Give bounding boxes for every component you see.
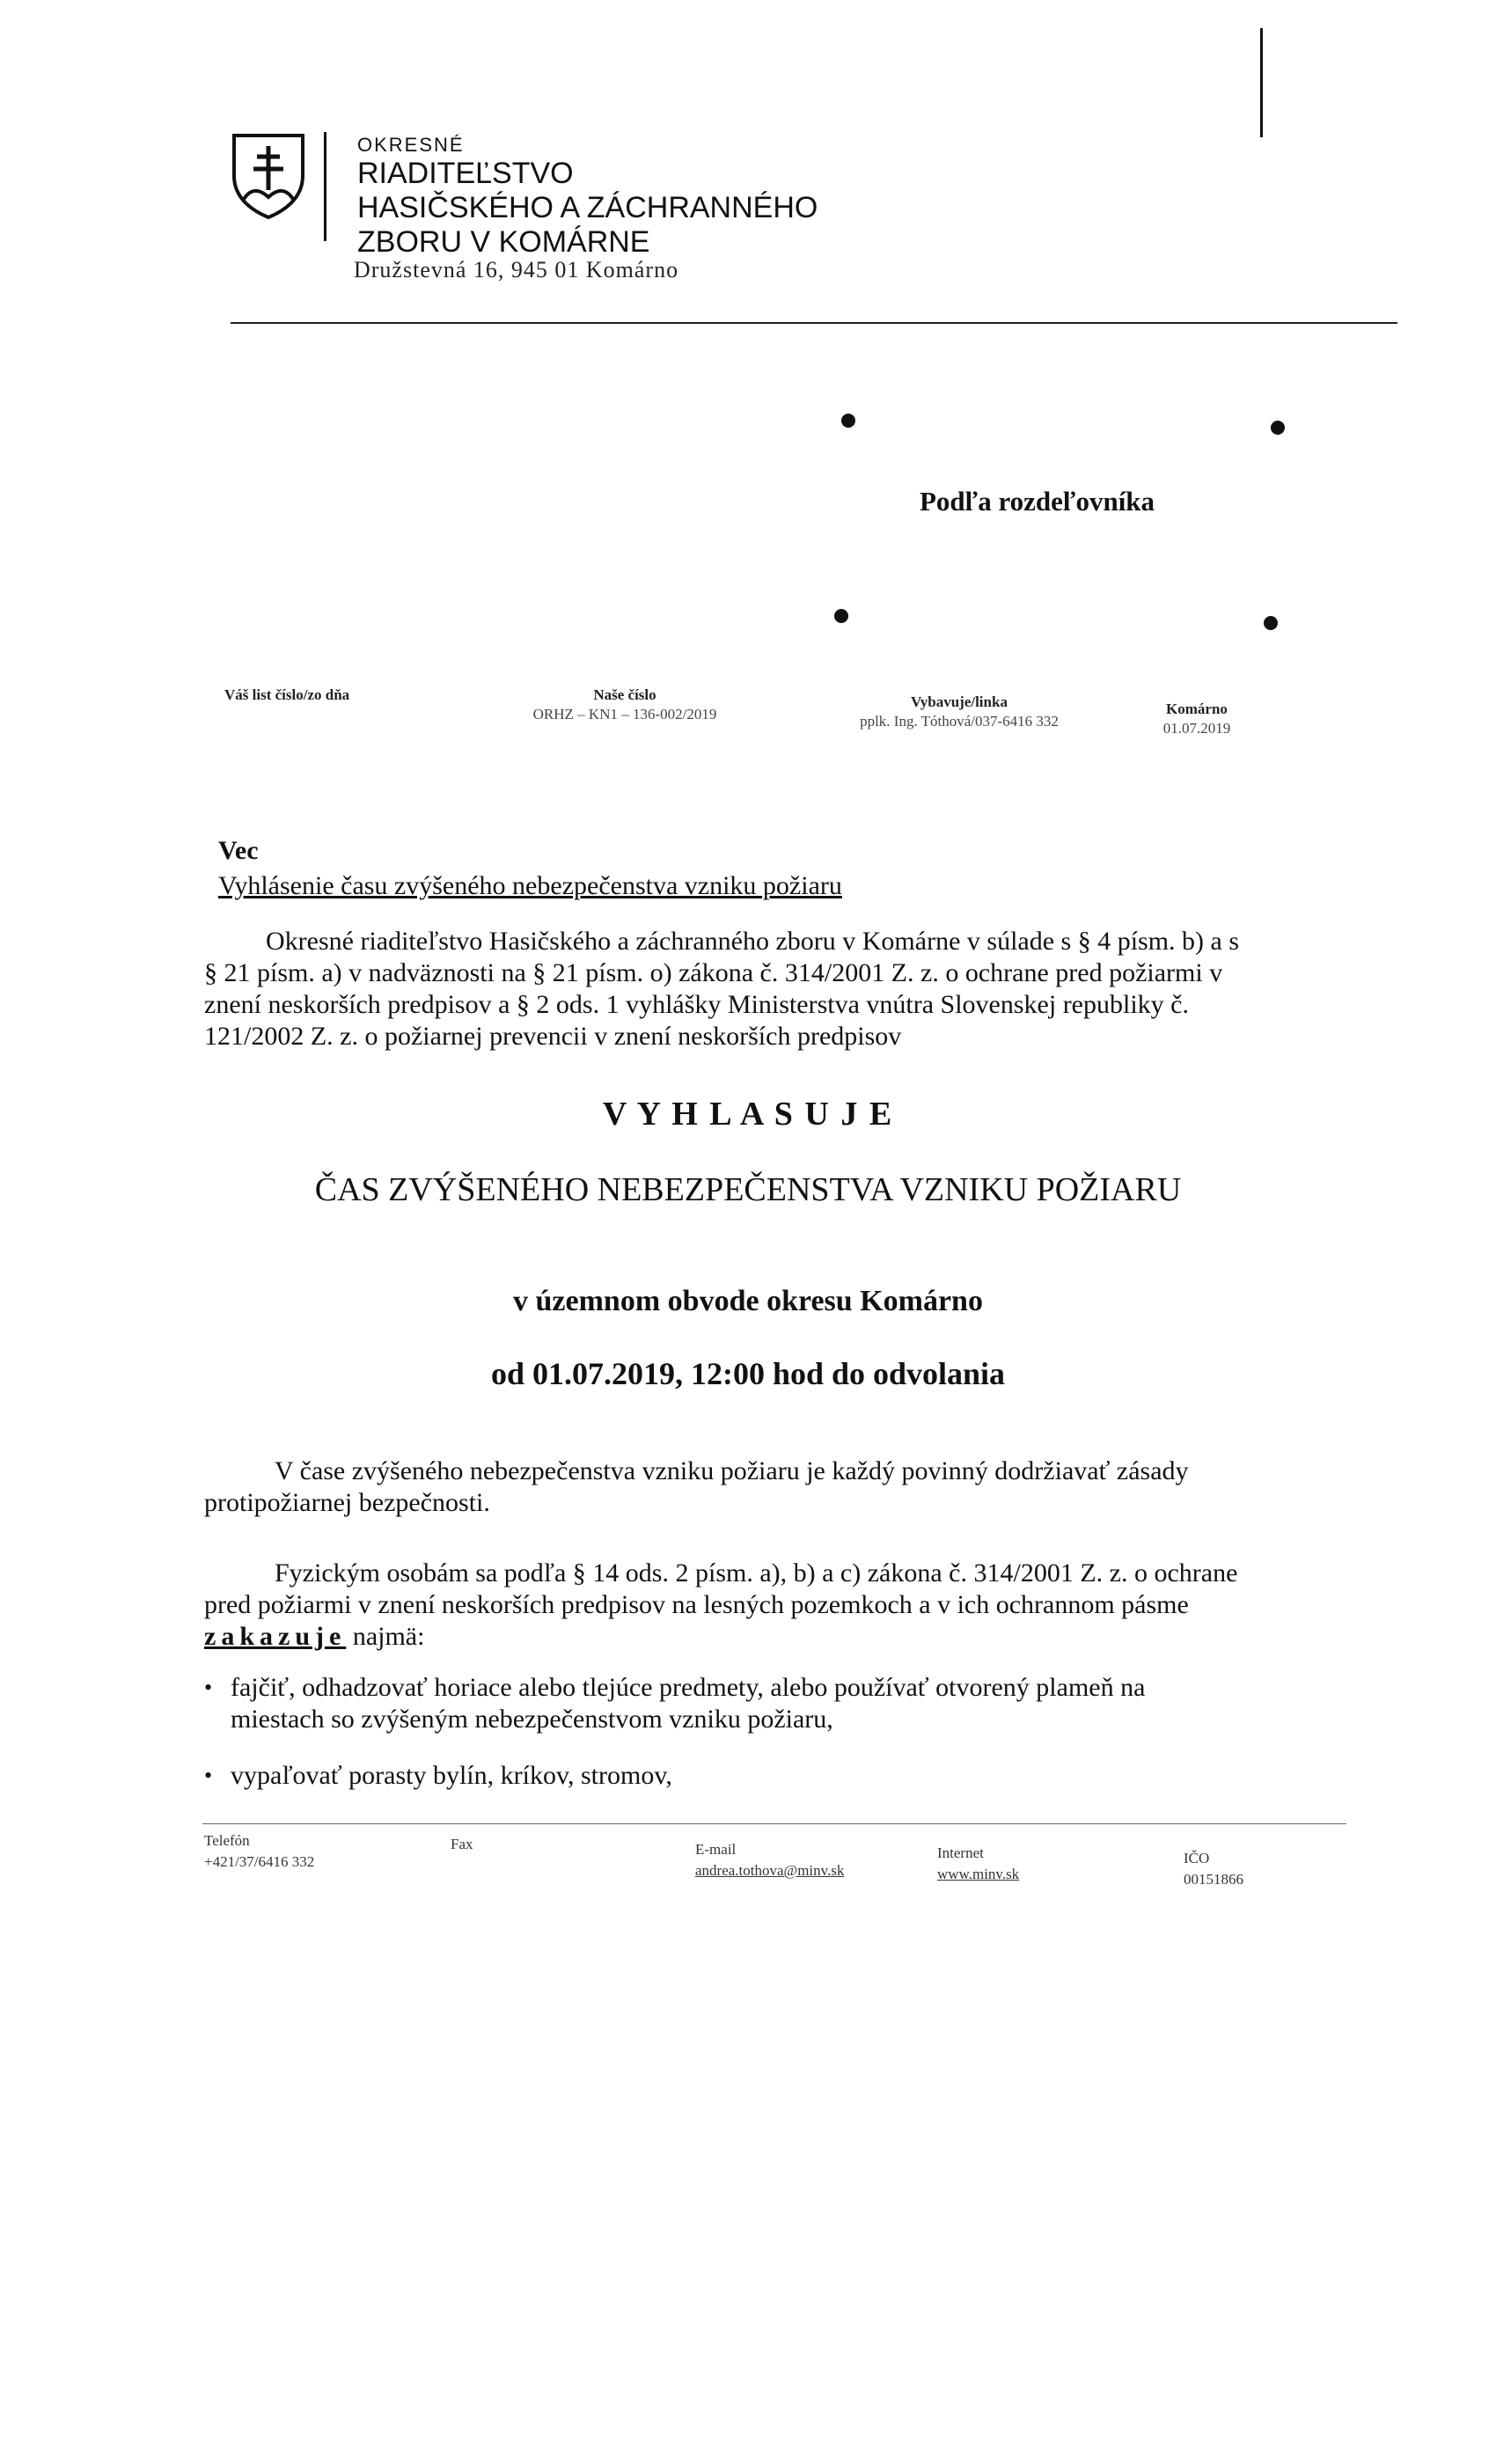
footer-ico: IČO 00151866 (1184, 1850, 1243, 1888)
punch-mark (1264, 616, 1278, 630)
header-rule (231, 322, 1397, 324)
bullet-item: • fajčiť, odhadzovať horiace alebo tlejúce predmety, alebo používať otvorený plameň na miestach so zvýšeným nebezpečenstvom vzniku požiaru, (204, 1673, 1146, 1734)
footer-internet: Internet www.minv.sk (937, 1843, 1019, 1885)
footer-rule (202, 1823, 1346, 1824)
email-link[interactable]: andrea.tothova@minv.sk (695, 1862, 845, 1879)
org-line-3: HASIČSKÉHO A ZÁCHRANNÉHO (357, 191, 818, 224)
footer-email: E-mail andrea.tothova@minv.sk (695, 1839, 844, 1881)
ref-your-letter: Váš list číslo/zo dňa (224, 686, 350, 703)
paragraph-prohibition: Fyzickým osobám sa podľa § 14 ods. 2 písm. a), b) a c) zákona č. 314/2001 Z. z. o ochrane pred požiarmi v znení neskorších predpisov na lesných pozemkoch a v ich ochrannom pásme zakazuje najmä: (204, 1558, 1238, 1651)
bullet-item: • vypaľovať porasty bylín, kríkov, stromov, (204, 1761, 672, 1790)
scan-edge-mark (1260, 28, 1263, 137)
punch-mark (841, 414, 855, 428)
org-line-1: OKRESNÉ (357, 134, 465, 156)
territory: v územnom obvode okresu Komárno (513, 1285, 983, 1317)
header-divider (324, 132, 326, 241)
ref-date: Komárno 01.07.2019 (1162, 700, 1231, 737)
paragraph-duty: V čase zvýšeného nebezpečenstva vzniku požiaru je každý povinný dodržiavať zásady protipožiarnej bezpečnosti. (204, 1456, 1189, 1517)
punch-mark (834, 609, 848, 623)
subject-title: Vyhlásenie času zvýšeného nebezpečenstva vzniku požiaru (218, 871, 842, 900)
bullet-icon: • (204, 1675, 213, 1700)
main-title: ČAS ZVÝŠENÉHO NEBEZPEČENSTVA VZNIKU POŽIARU (314, 1171, 1182, 1208)
footer-phone: Telefón +421/37/6416 332 (204, 1832, 315, 1870)
org-line-2: RIADITEĽSTVO (357, 157, 574, 190)
prohibits-word: zakazuje (204, 1622, 347, 1651)
org-address: Družstevná 16, 945 01 Komárno (354, 257, 679, 282)
subject-label: Vec (218, 836, 259, 865)
ref-our-number: Naše číslo ORHZ – KN1 – 136-002/2019 (532, 686, 717, 722)
addressee: Podľa rozdeľovníka (920, 486, 1155, 517)
declares-heading: V Y H L A S U J E (602, 1096, 894, 1133)
intro-paragraph: Okresné riaditeľstvo Hasičského a záchranného zboru v Komárne v súlade s § 4 písm. b) a s § 21 písm. a) v nadväznosti na § 21 písm. o) zákona č. 314/2001 Z. z. o ochrane pred požiarmi v znení neskorších predpisov a § 2 ods. 1 vyhlášky Ministerstva vnútra Slovenskej republiky č. 121/2002 Z. z. o požiarnej prevencii v znení neskorších predpisov (204, 927, 1240, 1051)
period: od 01.07.2019, 12:00 hod do odvolania (490, 1356, 1006, 1391)
coat-of-arms-icon (231, 132, 306, 220)
bullet-icon: • (204, 1763, 213, 1788)
footer-fax: Fax (451, 1836, 473, 1852)
organization-name (357, 134, 818, 260)
org-line-4: ZBORU V KOMÁRNE (357, 225, 650, 259)
website-link[interactable]: www.minv.sk (937, 1866, 1020, 1882)
punch-mark (1271, 421, 1285, 435)
ref-contact: Vybavuje/linka pplk. Ing. Tóthová/037-6416 332 (860, 693, 1059, 730)
